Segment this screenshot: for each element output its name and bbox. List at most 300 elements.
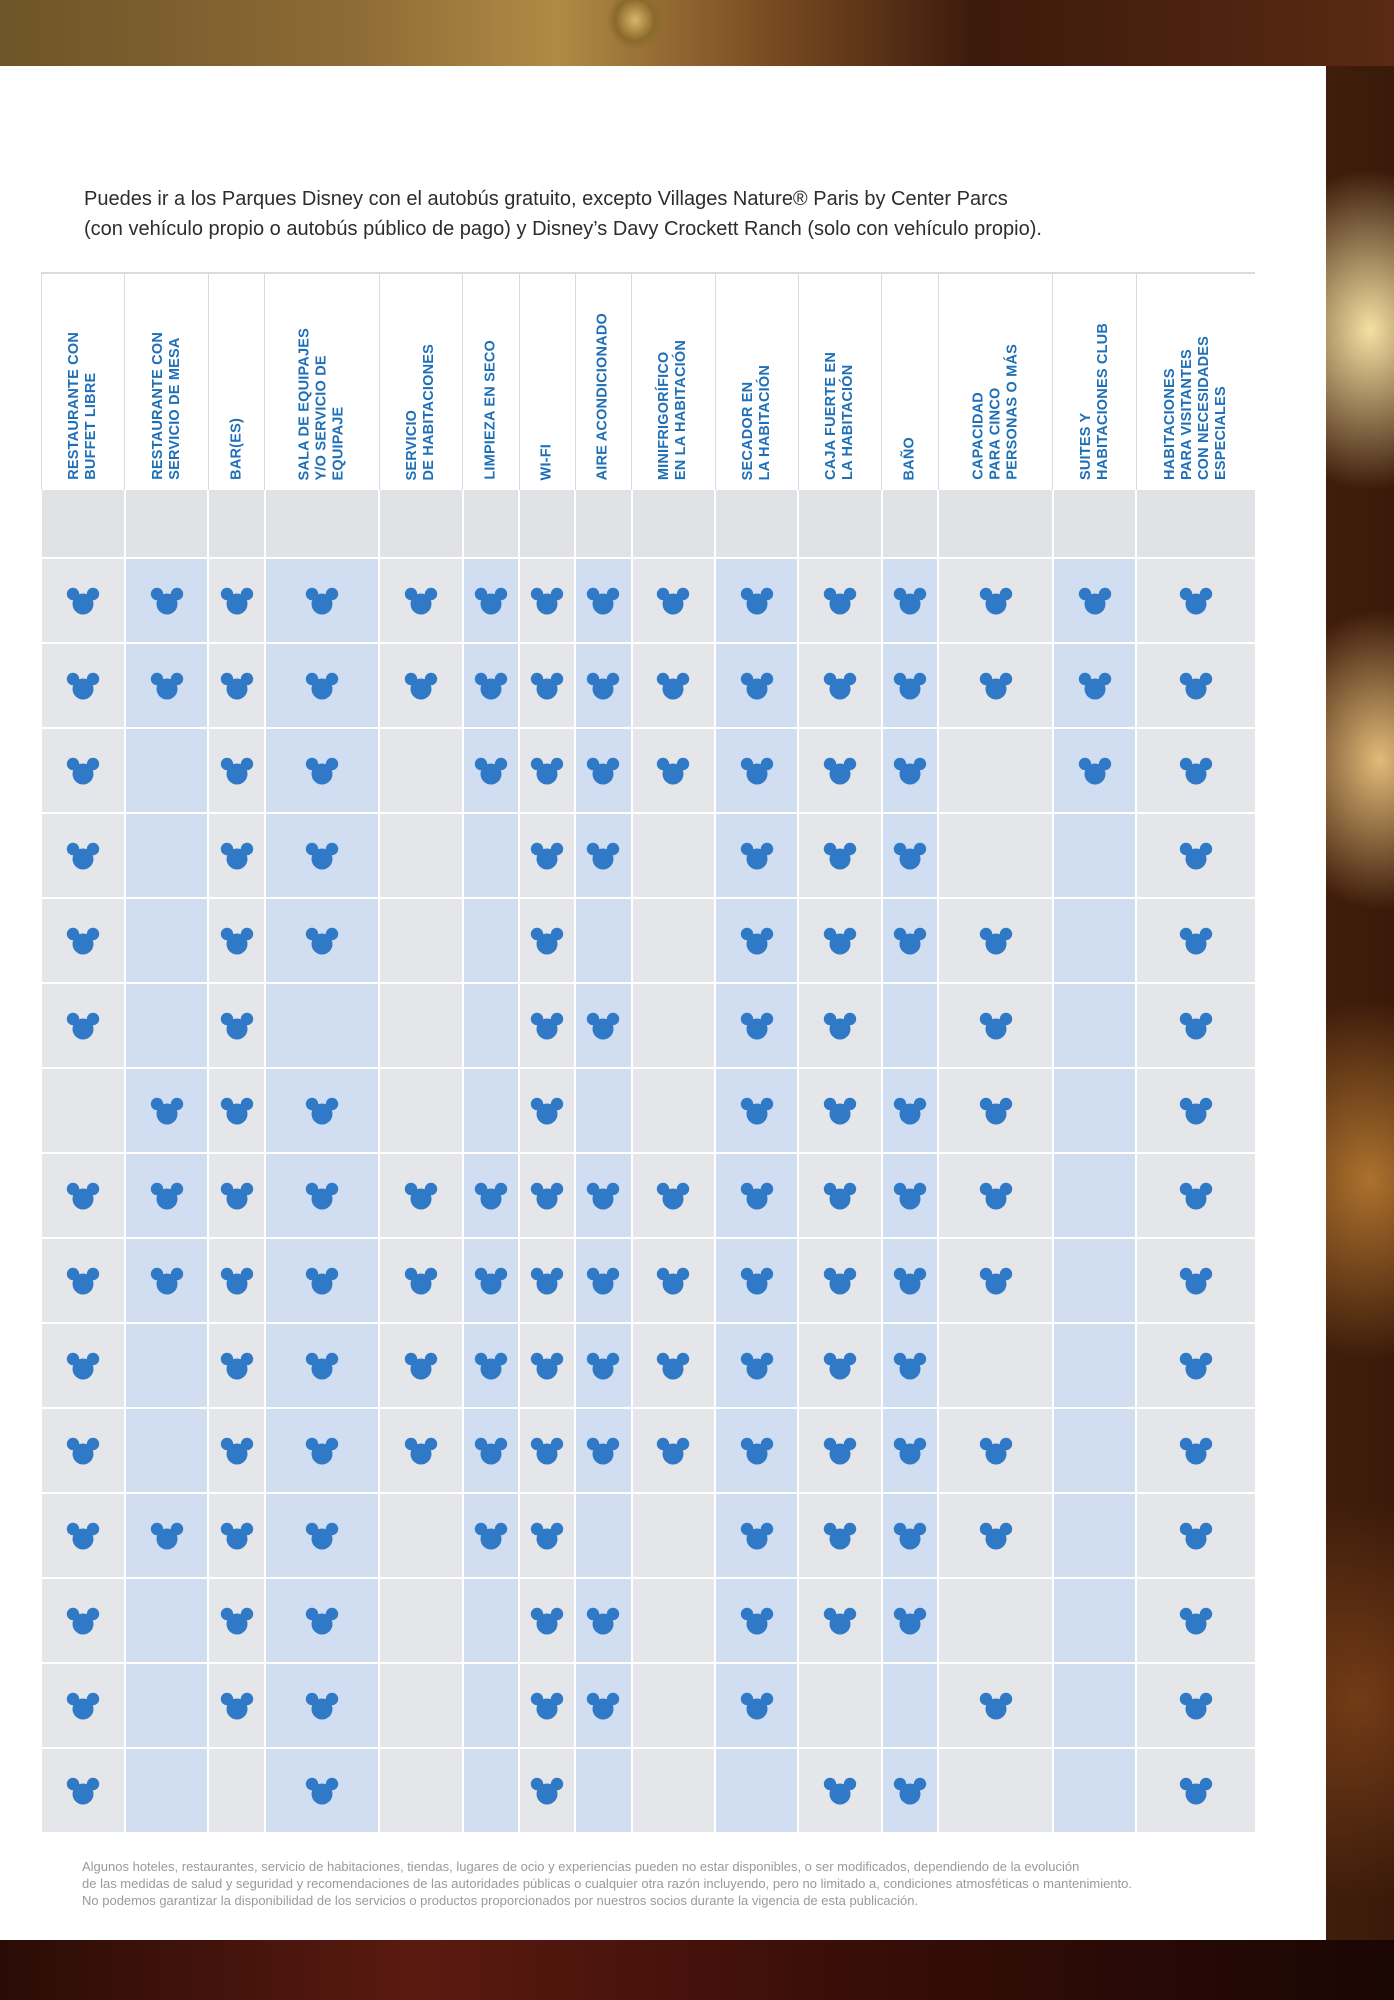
column-header-label: SECADOR EN LA HABITACIÓN (739, 364, 773, 480)
table-cell (798, 1408, 881, 1493)
column-header (1053, 273, 1136, 490)
table-cell (519, 1323, 575, 1408)
mickey-head-icon (740, 926, 774, 956)
mickey-head-icon (893, 926, 927, 956)
column-header-label: RESTAURANTE CON SERVICIO DE MESA (149, 332, 183, 480)
spacer-cell (882, 490, 938, 558)
table-cell (938, 558, 1053, 643)
mickey-head-icon (220, 671, 254, 701)
mickey-head-icon (150, 1521, 184, 1551)
table-cell (575, 1068, 631, 1153)
mickey-head-icon (404, 671, 438, 701)
table-cell (798, 1153, 881, 1238)
table-cell (632, 1068, 715, 1153)
column-header-label: SALA DE EQUIPAJES Y/O SERVICIO DE EQUIPAJE (296, 327, 347, 480)
table-row (42, 728, 1256, 813)
table-cell (882, 1663, 938, 1748)
mickey-head-icon (740, 1691, 774, 1721)
table-cell (125, 1578, 208, 1663)
table-cell (125, 1068, 208, 1153)
mickey-head-icon (1179, 1096, 1213, 1126)
background-bottom (0, 1940, 1394, 2000)
mickey-head-icon (586, 841, 620, 871)
table-cell (1136, 728, 1255, 813)
table-cell (882, 1238, 938, 1323)
table-cell (208, 813, 264, 898)
table-cell (519, 1578, 575, 1663)
table-cell (1053, 1153, 1136, 1238)
table-cell (1053, 1493, 1136, 1578)
table-cell (379, 1153, 462, 1238)
table-cell (882, 1408, 938, 1493)
mickey-head-icon (893, 1606, 927, 1636)
table-cell (265, 1493, 380, 1578)
mickey-head-icon (530, 1606, 564, 1636)
table-cell (265, 1238, 380, 1323)
mickey-head-icon (893, 1521, 927, 1551)
mickey-head-icon (1179, 586, 1213, 616)
table-cell (208, 728, 264, 813)
table-cell (265, 1663, 380, 1748)
table-cell (208, 983, 264, 1068)
column-header (379, 273, 462, 490)
table-cell (1136, 1068, 1255, 1153)
table-cell (519, 813, 575, 898)
column-header (463, 273, 519, 490)
mickey-head-icon (1179, 1776, 1213, 1806)
table-cell (265, 813, 380, 898)
table-cell (208, 1323, 264, 1408)
table-cell (42, 983, 125, 1068)
table-row (42, 813, 1256, 898)
table-cell (938, 643, 1053, 728)
table-cell (379, 1408, 462, 1493)
column-header-label: SUITES Y HABITACIONES CLUB (1077, 323, 1111, 480)
mickey-head-icon (404, 1436, 438, 1466)
table-cell (798, 1748, 881, 1833)
table-cell (125, 1408, 208, 1493)
table-cell (208, 1663, 264, 1748)
mickey-head-icon (586, 671, 620, 701)
table-cell (1053, 558, 1136, 643)
mickey-head-icon (740, 1011, 774, 1041)
table-cell (1053, 898, 1136, 983)
table-cell (208, 898, 264, 983)
table-cell (463, 813, 519, 898)
mickey-head-icon (893, 1351, 927, 1381)
table-cell (798, 813, 881, 898)
mickey-head-icon (530, 671, 564, 701)
table-cell (379, 643, 462, 728)
mickey-head-icon (979, 1521, 1013, 1551)
table-cell (575, 1748, 631, 1833)
mickey-head-icon (220, 1691, 254, 1721)
column-header-label: WI-FI (538, 443, 555, 480)
mickey-head-icon (740, 756, 774, 786)
table-cell (379, 1238, 462, 1323)
table-cell (208, 1153, 264, 1238)
table-cell (632, 728, 715, 813)
table-cell (208, 1068, 264, 1153)
table-cell (463, 1068, 519, 1153)
table-cell (463, 643, 519, 728)
table-cell (519, 1153, 575, 1238)
table-cell (1053, 728, 1136, 813)
table-cell (938, 983, 1053, 1068)
mickey-head-icon (66, 1521, 100, 1551)
table-cell (1136, 813, 1255, 898)
table-cell (938, 813, 1053, 898)
table-cell (42, 813, 125, 898)
mickey-head-icon (530, 586, 564, 616)
table-cell (1053, 1578, 1136, 1663)
mickey-head-icon (823, 1096, 857, 1126)
mickey-head-icon (66, 841, 100, 871)
column-header-label: CAJA FUERTE EN LA HABITACIÓN (823, 352, 857, 480)
column-header-label: SERVICIO DE HABITACIONES (404, 343, 437, 480)
table-cell (575, 643, 631, 728)
table-cell (882, 813, 938, 898)
table-row (42, 1153, 1256, 1238)
table-cell (1053, 813, 1136, 898)
table-cell (379, 1323, 462, 1408)
table-cell (519, 1238, 575, 1323)
table-cell (265, 1748, 380, 1833)
mickey-head-icon (823, 1266, 857, 1296)
table-cell (265, 1323, 380, 1408)
table-cell (715, 1068, 798, 1153)
table-cell (208, 1578, 264, 1663)
table-cell (798, 1493, 881, 1578)
mickey-head-icon (656, 756, 690, 786)
table-cell (1136, 1748, 1255, 1833)
mickey-head-icon (474, 586, 508, 616)
column-header (1136, 273, 1255, 490)
table-cell (379, 1493, 462, 1578)
table-cell (42, 1153, 125, 1238)
mickey-head-icon (656, 1266, 690, 1296)
column-header-label: MINIFRIGORÍFICO EN LA HABITACIÓN (656, 339, 690, 480)
table-cell (575, 1493, 631, 1578)
table-cell (379, 813, 462, 898)
table-cell (715, 1408, 798, 1493)
table-cell (519, 643, 575, 728)
mickey-head-icon (404, 586, 438, 616)
mickey-head-icon (530, 841, 564, 871)
mickey-head-icon (979, 1691, 1013, 1721)
table-cell (715, 643, 798, 728)
table-cell (938, 1578, 1053, 1663)
table-cell (715, 1578, 798, 1663)
table-row (42, 898, 1256, 983)
mickey-head-icon (220, 1011, 254, 1041)
disclaimer-line-1: Algunos hoteles, restaurantes, servicio de habitaciones, tiendas, lugares de ocio y experiencias pueden no estar disponibles, o ser modificados, dependiendo de la evolución (82, 1859, 1080, 1874)
mickey-head-icon (1179, 671, 1213, 701)
table-cell (463, 1408, 519, 1493)
table-cell (463, 1663, 519, 1748)
table-cell (379, 898, 462, 983)
mickey-head-icon (530, 1521, 564, 1551)
mickey-head-icon (66, 1181, 100, 1211)
table-cell (632, 643, 715, 728)
mickey-head-icon (474, 1351, 508, 1381)
mickey-head-icon (979, 1011, 1013, 1041)
table-cell (882, 1748, 938, 1833)
mickey-head-icon (893, 1181, 927, 1211)
table-cell (575, 1578, 631, 1663)
mickey-head-icon (1179, 1436, 1213, 1466)
mickey-head-icon (150, 671, 184, 701)
mickey-head-icon (740, 1181, 774, 1211)
table-cell (938, 1493, 1053, 1578)
table-cell (575, 1323, 631, 1408)
table-cell (125, 1153, 208, 1238)
mickey-head-icon (740, 1436, 774, 1466)
mickey-head-icon (893, 756, 927, 786)
mickey-head-icon (893, 1436, 927, 1466)
table-cell (632, 1578, 715, 1663)
mickey-head-icon (979, 586, 1013, 616)
table-cell (575, 1238, 631, 1323)
table-cell (42, 1578, 125, 1663)
amenities-table (41, 272, 1255, 1834)
spacer-cell (715, 490, 798, 558)
table-cell (632, 813, 715, 898)
mickey-head-icon (220, 586, 254, 616)
mickey-head-icon (656, 1181, 690, 1211)
mickey-head-icon (893, 586, 927, 616)
mickey-head-icon (305, 1096, 339, 1126)
mickey-head-icon (305, 926, 339, 956)
mickey-head-icon (150, 586, 184, 616)
mickey-head-icon (474, 671, 508, 701)
table-cell (265, 643, 380, 728)
column-header (125, 273, 208, 490)
spacer-cell (265, 490, 380, 558)
mickey-head-icon (1179, 1351, 1213, 1381)
mickey-head-icon (1179, 1266, 1213, 1296)
table-cell (379, 728, 462, 813)
table-cell (715, 898, 798, 983)
spacer-cell (379, 490, 462, 558)
table-cell (575, 1408, 631, 1493)
mickey-head-icon (740, 1606, 774, 1636)
table-cell (632, 1748, 715, 1833)
mickey-head-icon (979, 1096, 1013, 1126)
table-cell (798, 558, 881, 643)
table-cell (1136, 1153, 1255, 1238)
spacer-cell (1136, 490, 1255, 558)
mickey-head-icon (220, 1436, 254, 1466)
disclaimer (82, 1858, 1252, 1909)
mickey-head-icon (586, 1691, 620, 1721)
mickey-head-icon (823, 1351, 857, 1381)
mickey-head-icon (1179, 1521, 1213, 1551)
table-cell (125, 1238, 208, 1323)
disclaimer-line-3: No podemos garantizar la disponibilidad de los servicios o productos proporcionados por nuestros socios durante la vigencia de esta publicación. (82, 1893, 919, 1908)
table-cell (1136, 1663, 1255, 1748)
table-cell (798, 728, 881, 813)
table-cell (938, 1068, 1053, 1153)
table-cell (882, 983, 938, 1068)
mickey-head-icon (305, 1436, 339, 1466)
table-cell (798, 898, 881, 983)
table-cell (519, 1068, 575, 1153)
mickey-head-icon (656, 586, 690, 616)
mickey-head-icon (1078, 586, 1112, 616)
mickey-head-icon (823, 1521, 857, 1551)
table-cell (463, 898, 519, 983)
mickey-head-icon (586, 586, 620, 616)
mickey-head-icon (530, 1011, 564, 1041)
disclaimer-line-2: de las medidas de salud y seguridad y recomendaciones de las autoridades públicas o cualquier otra razón incluyendo, pero no limitado a, condiciones atmosféticas o mantenimiento. (82, 1876, 1133, 1891)
mickey-head-icon (740, 1521, 774, 1551)
mickey-head-icon (404, 1351, 438, 1381)
table-cell (379, 1748, 462, 1833)
table-cell (1136, 983, 1255, 1068)
column-header (575, 273, 631, 490)
mickey-head-icon (1179, 1606, 1213, 1636)
table-cell (882, 1153, 938, 1238)
table-cell (1053, 1238, 1136, 1323)
table-cell (42, 1323, 125, 1408)
spacer-cell (125, 490, 208, 558)
table-cell (125, 813, 208, 898)
spacer-cell (519, 490, 575, 558)
table-cell (1053, 1748, 1136, 1833)
mickey-head-icon (1179, 1011, 1213, 1041)
column-header-label: LIMPIEZA EN SECO (482, 340, 499, 480)
spacer-cell (632, 490, 715, 558)
mickey-head-icon (305, 1181, 339, 1211)
table-cell (463, 1493, 519, 1578)
mickey-head-icon (474, 1266, 508, 1296)
intro-line-1: Puedes ir a los Parques Disney con el autobús gratuito, excepto Villages Nature® Paris by Center Parcs (84, 188, 1008, 210)
mickey-head-icon (893, 1266, 927, 1296)
table-cell (42, 1408, 125, 1493)
mickey-head-icon (823, 1181, 857, 1211)
mickey-head-icon (220, 1351, 254, 1381)
table-cell (938, 1323, 1053, 1408)
table-cell (265, 1408, 380, 1493)
column-header-label: AIRE ACONDICIONADO (594, 312, 611, 480)
mickey-head-icon (656, 1436, 690, 1466)
table-cell (575, 1153, 631, 1238)
table-cell (632, 1493, 715, 1578)
table-cell (125, 1323, 208, 1408)
mickey-head-icon (1179, 926, 1213, 956)
table-cell (42, 558, 125, 643)
table-cell (715, 1748, 798, 1833)
table-cell (715, 1323, 798, 1408)
mickey-head-icon (305, 1691, 339, 1721)
table-cell (463, 983, 519, 1068)
table-cell (882, 1493, 938, 1578)
mickey-head-icon (656, 671, 690, 701)
table-cell (715, 728, 798, 813)
table-cell (798, 1663, 881, 1748)
table-cell (798, 983, 881, 1068)
table-cell (208, 558, 264, 643)
mickey-head-icon (305, 1776, 339, 1806)
table-cell (519, 1663, 575, 1748)
mickey-head-icon (740, 671, 774, 701)
table-cell (42, 1493, 125, 1578)
table-cell (519, 558, 575, 643)
mickey-head-icon (66, 1011, 100, 1041)
table-cell (632, 983, 715, 1068)
mickey-head-icon (979, 926, 1013, 956)
table-row (42, 1408, 1256, 1493)
mickey-head-icon (220, 1266, 254, 1296)
mickey-head-icon (979, 1181, 1013, 1211)
mickey-head-icon (305, 1606, 339, 1636)
table-cell (42, 643, 125, 728)
mickey-head-icon (220, 926, 254, 956)
table-cell (463, 728, 519, 813)
table-row (42, 1748, 1256, 1833)
mickey-head-icon (586, 1011, 620, 1041)
mickey-head-icon (404, 1266, 438, 1296)
mickey-head-icon (66, 1776, 100, 1806)
table-cell (519, 983, 575, 1068)
table-cell (265, 1578, 380, 1663)
table-cell (42, 1238, 125, 1323)
table-cell (715, 1493, 798, 1578)
spacer-cell (938, 490, 1053, 558)
mickey-head-icon (220, 1606, 254, 1636)
intro-text (84, 184, 1264, 244)
table-row (42, 1323, 1256, 1408)
table-cell (715, 1663, 798, 1748)
table-cell (1136, 1323, 1255, 1408)
column-header (42, 273, 125, 490)
mickey-head-icon (893, 1776, 927, 1806)
mickey-head-icon (823, 841, 857, 871)
table-cell (715, 1153, 798, 1238)
mickey-head-icon (66, 586, 100, 616)
mickey-head-icon (586, 756, 620, 786)
lamp-ornament (600, 0, 670, 66)
mickey-head-icon (823, 1606, 857, 1636)
table-cell (938, 728, 1053, 813)
table-cell (882, 1578, 938, 1663)
table-cell (882, 643, 938, 728)
column-header-label: BAÑO (901, 436, 918, 480)
mickey-head-icon (530, 1181, 564, 1211)
mickey-head-icon (586, 1606, 620, 1636)
table-cell (519, 1408, 575, 1493)
table-cell (125, 1748, 208, 1833)
mickey-head-icon (1179, 1691, 1213, 1721)
table-cell (575, 983, 631, 1068)
table-cell (1053, 643, 1136, 728)
table-cell (519, 728, 575, 813)
mickey-head-icon (150, 1181, 184, 1211)
table-cell (798, 1578, 881, 1663)
column-header (798, 273, 881, 490)
mickey-head-icon (220, 756, 254, 786)
mickey-head-icon (305, 756, 339, 786)
table-cell (632, 1153, 715, 1238)
table-cell (798, 1323, 881, 1408)
table-cell (379, 1663, 462, 1748)
mickey-head-icon (740, 1351, 774, 1381)
table-cell (519, 898, 575, 983)
mickey-head-icon (823, 671, 857, 701)
table-cell (265, 983, 380, 1068)
table-cell (463, 1578, 519, 1663)
